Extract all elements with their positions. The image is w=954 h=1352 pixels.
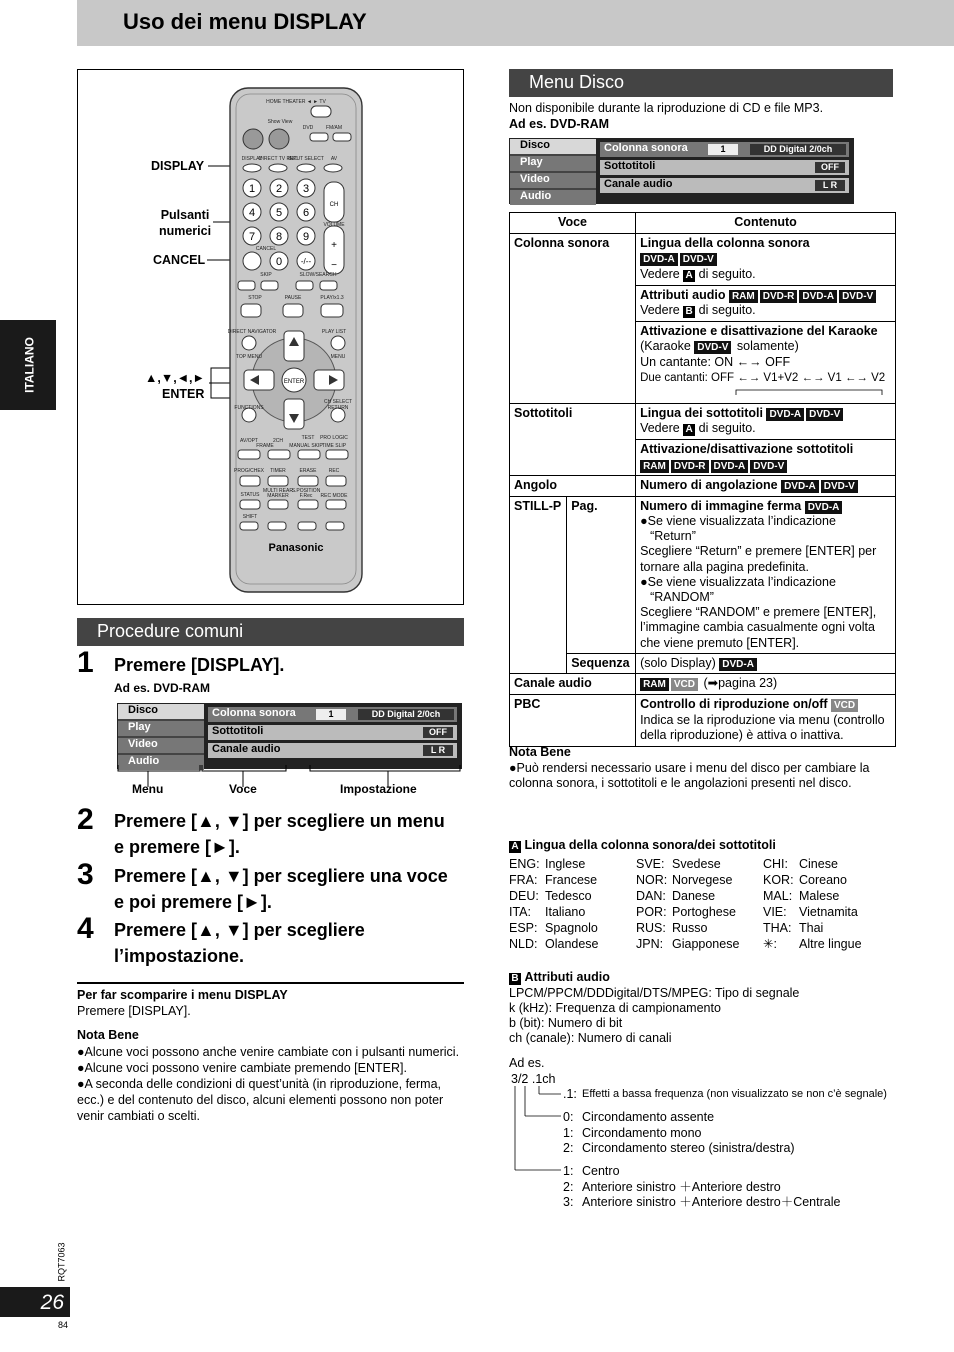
tag: DVD-V [839, 290, 876, 303]
hide-menu-title: Per far scomparire i menu DISPLAY [77, 988, 288, 1002]
disco-note-title: Nota Bene [509, 745, 571, 759]
table-header-row [510, 213, 896, 234]
osd-menu-video: Video [118, 738, 204, 753]
svg-text:AV: AV [330, 156, 338, 162]
osd-row-label: Sottotitoli [212, 725, 264, 737]
callout-arrows: ▲,▼,◄,► [145, 371, 205, 385]
svg-text:DVD: DVD [302, 125, 314, 131]
cell-title: Controllo di riproduzione on/off [640, 697, 828, 712]
osd-row-canale [208, 743, 457, 758]
tag: DVD-V [694, 341, 731, 354]
karaoke-single: Un cantante: ON ←→ OFF [640, 355, 791, 369]
language-code: CHI: [763, 857, 788, 871]
osd-row-label: Sottotitoli [604, 160, 656, 172]
page-number-box [0, 1287, 70, 1317]
remote-control [228, 86, 364, 594]
language-name: Vietnamita [799, 905, 858, 919]
cell-title: Numero di immagine ferma [640, 498, 802, 513]
osd-menu-disco: Disco [118, 704, 204, 719]
svg-text:−: − [331, 260, 337, 271]
procedure-notes [77, 1044, 464, 1124]
table-row [510, 476, 896, 497]
box-a: A [683, 270, 695, 282]
step2-text: Premere [▲, ▼] per scegliere un menu e premere [►]. [114, 811, 445, 857]
karaoke-pre: (Karaoke [640, 339, 691, 354]
front-text: Centro [582, 1164, 620, 1178]
surround-item [563, 1110, 795, 1126]
osd-menu-audio: Audio [118, 755, 204, 770]
hide-menu-text: Premere [DISPLAY]. [77, 1004, 191, 1018]
osd-menu-play: Play [510, 156, 596, 171]
tag: RAM [640, 678, 669, 691]
step3-text: Premere [▲, ▼] per scegliere una voce e poi premere [►]. [114, 866, 448, 912]
cell-title: Lingua della colonna sonora [640, 235, 810, 250]
table-row [510, 674, 896, 695]
svg-text:3: 3 [302, 183, 310, 195]
osd-row-value: DD Digital 2/0ch [750, 144, 846, 155]
pag-line: “RANDOM” [650, 589, 714, 604]
osd-row-label: Canale audio [212, 743, 281, 755]
tag: DVD-R [760, 290, 798, 303]
language-code: ✳: [763, 937, 777, 951]
tag: DVD-V [806, 408, 843, 421]
osd-row-colonna [600, 142, 849, 157]
svg-text:DISPLAY: DISPLAY [241, 156, 263, 162]
languages-heading [509, 838, 776, 854]
step3-number: 3 [77, 858, 94, 891]
svg-text:DIRECT TV REC: DIRECT TV REC [258, 156, 298, 162]
front-key: 2: [563, 1179, 574, 1194]
tag: DVD-V [750, 460, 787, 473]
row-label-colonna: Colonna sonora [510, 233, 636, 403]
front-item [563, 1164, 840, 1180]
pag-line: Scegliere “Return” e premere [ENTER] per tornare alla pagina predefinita. [640, 544, 877, 574]
table-row [510, 403, 896, 439]
osd-menu-disco: Disco [510, 139, 596, 154]
procedure-note-item: ●Alcune voci possono anche venire cambiate con i pulsanti numerici. [77, 1045, 460, 1059]
disco-bar [509, 69, 893, 97]
tag-row [640, 251, 891, 267]
callout-numeric: Pulsanti numerici [158, 208, 212, 238]
cell-pbc [636, 695, 896, 747]
svg-text:MANUAL SKIP: MANUAL SKIP [289, 443, 323, 449]
svg-text:S.POSITION: S.POSITION [291, 488, 321, 494]
table-row [510, 695, 896, 747]
osd-row-value: L R [423, 745, 453, 756]
surround-item [563, 1141, 795, 1157]
procedure-bar [77, 618, 464, 646]
osd-items [204, 704, 461, 768]
tag: DVD-A [805, 501, 843, 514]
language-name: Cinese [799, 857, 838, 871]
osd-label-impostazione: Impostazione [340, 782, 417, 796]
surround-key: 0: [563, 1110, 574, 1124]
svg-text:F.Rec: F.Rec [299, 493, 313, 499]
language-name: Russo [672, 921, 708, 935]
language-code: ENG: [509, 857, 540, 871]
row-label-sequenza: Sequenza [567, 653, 636, 674]
language-name: Olandese [545, 937, 599, 951]
language-code: NLD: [509, 937, 538, 951]
language-name: Tedesco [545, 889, 592, 903]
svg-text:PLAY/x1.3: PLAY/x1.3 [320, 295, 344, 301]
callout-enter: ENTER [162, 387, 205, 401]
cell-title: Lingua dei sottotitoli [640, 405, 763, 420]
front-text: Anteriore sinistro ＋Anteriore destro＋Centrale [582, 1195, 841, 1209]
tag: VCD [671, 678, 698, 691]
svg-text:Show View: Show View [267, 119, 293, 125]
table-header-contenuto: Contenuto [636, 213, 896, 234]
disco-table [509, 212, 896, 747]
karaoke-dual: Due cantanti: OFF ←→ V1+V2 ←→ V1 ←→ V2 [640, 371, 886, 384]
osd-row-label: Colonna sonora [604, 142, 688, 154]
box-a: A [683, 424, 695, 436]
language-name: Giapponese [672, 937, 740, 951]
svg-text:REC MODE: REC MODE [320, 493, 348, 499]
remote-illustration-box [77, 69, 464, 605]
cell-title: Attivazione/disattivazione sottotitoli [640, 441, 854, 456]
language-code: SVE: [636, 857, 665, 871]
svg-text:VOLUME: VOLUME [323, 222, 345, 228]
osd-row-value: DD Digital 2/0ch [358, 709, 454, 720]
table-row [510, 653, 896, 674]
cell-colonna-karaoke [636, 321, 896, 403]
cell-canale [636, 674, 896, 695]
svg-text:MULTI REAR: MULTI REAR [263, 488, 293, 494]
tag: DVD-A [781, 480, 819, 493]
svg-text:AV/OPT: AV/OPT [240, 438, 258, 444]
tag: DVD-R [671, 460, 709, 473]
svg-text:SLOW/SEARCH: SLOW/SEARCH [299, 272, 337, 278]
cell-title: Numero di angolazione [640, 478, 778, 493]
language-name: Danese [672, 889, 716, 903]
seq-text: (solo Display) [640, 655, 716, 670]
disco-table-wrapper [509, 212, 896, 747]
surround-key: 1: [563, 1125, 574, 1140]
surround-list [563, 1110, 795, 1157]
table-row [510, 233, 896, 285]
step1-number: 1 [77, 646, 94, 679]
svg-text:FRAME: FRAME [256, 443, 274, 449]
cell-colonna-lingua [636, 233, 896, 285]
row-label-pag: Pag. [567, 496, 636, 653]
attribute-line: LPCM/PPCM/DDDigital/DTS/MPEG: Tipo di segnale [509, 986, 800, 1000]
osd-row-num: 1 [708, 144, 738, 155]
row-label-canale: Canale audio [510, 674, 636, 695]
page-header [77, 0, 954, 46]
svg-text:REC: REC [328, 468, 340, 474]
attributes-lines [509, 986, 799, 1046]
disco-example: Ad es. DVD-RAM [509, 117, 610, 131]
attributes-tree-lines [509, 1086, 569, 1176]
osd-row-value: L R [815, 180, 845, 191]
svg-text:PAUSE: PAUSE [284, 295, 302, 301]
page-title: Uso dei menu DISPLAY [123, 9, 367, 34]
svg-text:7: 7 [248, 231, 256, 243]
row-label-pbc: PBC [510, 695, 636, 747]
row-label-angolo: Angolo [510, 476, 636, 497]
svg-text:5: 5 [275, 207, 283, 219]
attribute-line: k (kHz): Frequenza di campionamento [509, 1001, 721, 1015]
osd-example-right [509, 138, 854, 204]
table-header-voce: Voce [510, 213, 636, 234]
cell-pag [636, 496, 896, 653]
svg-text:CH: CH [329, 202, 339, 208]
step4-text: Premere [▲, ▼] per scegliere l’impostazione. [114, 920, 365, 966]
canale-text: (➡pagina 23) [703, 676, 778, 691]
row-label-stillp: STILL-P [510, 496, 567, 674]
svg-text:PRO LOGIC: PRO LOGIC [320, 435, 348, 441]
osd-menu-list [510, 139, 596, 207]
box-b: B [509, 973, 521, 985]
box-a: A [509, 841, 521, 853]
svg-text:Panasonic: Panasonic [268, 542, 324, 554]
language-code: DEU: [509, 889, 539, 903]
cell-sotto-lingua [636, 403, 896, 439]
callout-cancel: CANCEL [153, 253, 206, 267]
osd-row-canale [600, 178, 849, 193]
svg-text:TOP MENU: TOP MENU [235, 354, 263, 360]
language-name: Italiano [545, 905, 586, 919]
svg-text:STOP: STOP [248, 295, 262, 301]
language-code: KOR: [763, 873, 794, 887]
svg-text:6: 6 [302, 207, 310, 219]
pag-line: “Return” [650, 529, 696, 544]
see-text: Vedere [640, 266, 680, 281]
language-name: Coreano [799, 873, 847, 887]
svg-text:2: 2 [275, 183, 283, 195]
divider [77, 982, 464, 984]
svg-text:TIME SLIP: TIME SLIP [321, 443, 347, 449]
svg-text:8: 8 [275, 231, 283, 243]
tag: DVD-V [821, 480, 858, 493]
languages-grid [509, 856, 889, 952]
osd-row-sottotitoli [208, 725, 457, 740]
osd-row-label: Colonna sonora [212, 707, 296, 719]
language-code: RUS: [636, 921, 666, 935]
osd-row-sottotitoli [600, 160, 849, 175]
language-code: NOR: [636, 873, 668, 887]
svg-text:4: 4 [248, 207, 256, 219]
attributes-code: 3/2 .1ch [511, 1072, 556, 1086]
svg-text:-/--: -/-- [300, 257, 312, 266]
svg-text:TIMER: TIMER [270, 468, 286, 474]
step2-number: 2 [77, 803, 94, 836]
cell-title: Attivazione e disattivazione del Karaoke [640, 323, 878, 338]
language-name: Thai [799, 921, 824, 935]
svg-text:MENU: MENU [330, 354, 346, 360]
osd-menu-play: Play [118, 721, 204, 736]
attributes-title: Attributi audio [524, 970, 610, 984]
after-text: di seguito. [698, 303, 756, 318]
language-name: Svedese [672, 857, 721, 871]
language-code: JPN: [636, 937, 664, 951]
step4-number: 4 [77, 912, 94, 945]
doc-code: RQT7063 [56, 1242, 67, 1282]
after-text: di seguito. [698, 421, 756, 436]
see-text: Vedere [640, 421, 680, 436]
language-code: ESP: [509, 921, 538, 935]
surround-text: Circondamento assente [582, 1110, 715, 1124]
language-side-tab [0, 320, 56, 410]
osd-items [596, 139, 853, 203]
svg-text:STATUS: STATUS [240, 492, 260, 498]
osd-row-label: Canale audio [604, 178, 673, 190]
osd-row-value: OFF [815, 162, 845, 173]
procedure-note-title: Nota Bene [77, 1028, 139, 1042]
attribute-line: b (bit): Numero di bit [509, 1016, 623, 1030]
svg-text:0: 0 [275, 256, 283, 268]
karaoke-loop-arrow [640, 388, 890, 396]
osd-menu-audio: Audio [510, 190, 596, 205]
cell-angolo [636, 476, 896, 497]
pbc-text: Indica se la riproduzione via menu (controllo della riproduzione) è attiva o inattiva. [640, 712, 885, 743]
svg-text:RETURN: RETURN [327, 405, 349, 411]
tag: DVD-V [680, 253, 717, 266]
pag-line: ●Se viene visualizzata l’indicazione [640, 513, 836, 528]
svg-text:FUNCTIONS: FUNCTIONS [234, 405, 264, 411]
svg-text:CH SELECT: CH SELECT [323, 399, 353, 405]
svg-text:PLAY LIST: PLAY LIST [321, 329, 347, 335]
cell-sequenza [636, 653, 896, 674]
svg-text:DIRECT NAVIGATOR: DIRECT NAVIGATOR [228, 329, 277, 335]
surround-text: Circondamento stereo (sinistra/destra) [582, 1141, 795, 1155]
language-name: Norvegese [672, 873, 733, 887]
svg-text:PROG/CHEX: PROG/CHEX [233, 468, 265, 474]
language-name: Francese [545, 873, 598, 887]
tag: RAM [640, 460, 669, 473]
see-line [640, 421, 891, 437]
front-text: Anteriore sinistro ＋Anteriore destro [582, 1179, 781, 1194]
svg-text:CANCEL: CANCEL [255, 246, 277, 252]
front-item [563, 1195, 840, 1211]
step1-example: Ad es. DVD-RAM [114, 681, 211, 695]
tag: RAM [729, 290, 758, 303]
osd-menu-list [118, 704, 204, 772]
procedure-note-item: ●A seconda delle condizioni di quest’unità (in riproduzione, ferma, ecc.) e del contenuto del disco, alcuni elementi possono non poter venir cambiati o scelti. [77, 1077, 444, 1123]
front-key: 1: [563, 1164, 574, 1178]
osd-example-left [117, 703, 462, 769]
language-code: DAN: [636, 889, 666, 903]
svg-text:ERASE: ERASE [299, 468, 317, 474]
callout-display: DISPLAY [151, 159, 205, 173]
language-code: THA: [763, 921, 792, 935]
procedure-note-item: ●Alcune voci possono venire cambiate premendo [ENTER]. [77, 1061, 407, 1075]
surround-text: Circondamento mono [582, 1125, 702, 1140]
tag: VCD [831, 699, 858, 712]
front-item [563, 1180, 840, 1196]
attributes-example: Ad es. [509, 1056, 545, 1070]
see-text: Vedere [640, 303, 680, 318]
tag: DVD-A [711, 460, 749, 473]
language-code: ITA: [509, 905, 531, 919]
svg-text:TEST: TEST [301, 435, 315, 441]
see-line [640, 267, 891, 283]
language-name: Spagnolo [545, 921, 598, 935]
language-code: MAL: [763, 889, 793, 903]
svg-text:+: + [331, 240, 337, 251]
svg-text:2CH: 2CH [272, 438, 284, 444]
front-list [563, 1164, 840, 1211]
osd-label-voce: Voce [229, 782, 257, 796]
box-b: B [683, 306, 695, 318]
osd-row-num: 1 [316, 709, 346, 720]
disco-intro: Non disponibile durante la riproduzione di CD e file MP3. [509, 101, 824, 115]
svg-text:SKIP: SKIP [260, 272, 272, 278]
after-text: di seguito. [698, 266, 756, 281]
lfe-text: Effetti a bassa frequenza (non visualizzato se non c’è segnale) [582, 1088, 887, 1100]
disco-bar-title: Menu Disco [529, 72, 625, 92]
svg-text:ENTER: ENTER [283, 379, 305, 385]
svg-text:INPUT SELECT: INPUT SELECT [288, 156, 324, 162]
cell-colonna-attributi [636, 285, 896, 321]
karaoke-post: solamente) [736, 339, 799, 354]
osd-row-colonna [208, 707, 457, 722]
front-key: 3: [563, 1195, 574, 1209]
language-code: FRA: [509, 873, 538, 887]
tag: DVD-A [799, 290, 837, 303]
side-tab-label: ITALIANO [22, 337, 37, 393]
attributes-heading [509, 970, 610, 986]
cell-title: Attributi audio [640, 287, 726, 302]
language-name: Inglese [545, 857, 586, 871]
page-sub: 84 [58, 1320, 69, 1330]
osd-row-value: OFF [423, 727, 453, 738]
language-name: Altre lingue [799, 937, 862, 951]
lfe-key: .1: [563, 1087, 577, 1101]
pag-line: Scegliere “RANDOM” e premere [ENTER], l’immagine cambia casualmente ogni volta che viene premuto [ENTER]. [640, 605, 877, 650]
svg-text:9: 9 [302, 231, 310, 243]
step1-text: Premere [DISPLAY]. [114, 655, 285, 675]
procedure-bar-title: Procedure comuni [97, 621, 244, 641]
languages-title: Lingua della colonna sonora/dei sottotitoli [524, 838, 776, 852]
language-code: VIE: [763, 905, 787, 919]
surround-key: 2: [563, 1141, 574, 1155]
attribute-line: ch (canale): Numero di canali [509, 1031, 672, 1045]
tag: DVD-A [766, 408, 804, 421]
language-name: Malese [799, 889, 840, 903]
svg-text:MARKER: MARKER [267, 493, 289, 499]
cell-sotto-attivazione [636, 439, 896, 475]
disco-note: ●Può rendersi necessario usare i menu del disco per cambiare la colonna sonora, i sottotitoli e le angolazioni presenti nel disco. [509, 761, 870, 790]
pag-line: ●Se viene visualizzata l’indicazione [640, 574, 836, 589]
tag: DVD-A [719, 658, 757, 671]
surround-item [563, 1126, 795, 1142]
tag: DVD-A [640, 253, 678, 266]
svg-text:1: 1 [248, 183, 256, 195]
language-name: Portoghese [672, 905, 736, 919]
language-code: POR: [636, 905, 667, 919]
page-number: 26 [40, 1291, 64, 1314]
row-label-sottotitoli: Sottotitoli [510, 403, 636, 476]
osd-menu-video: Video [510, 173, 596, 188]
svg-text:FM/AM: FM/AM [325, 125, 343, 131]
osd-label-menu: Menu [132, 782, 164, 796]
table-row [510, 496, 896, 653]
see-line [640, 303, 891, 319]
svg-text:SHIFT: SHIFT [242, 514, 258, 520]
svg-text:HOME THEATER ◄ ► TV: HOME THEATER ◄ ► TV [266, 99, 326, 105]
